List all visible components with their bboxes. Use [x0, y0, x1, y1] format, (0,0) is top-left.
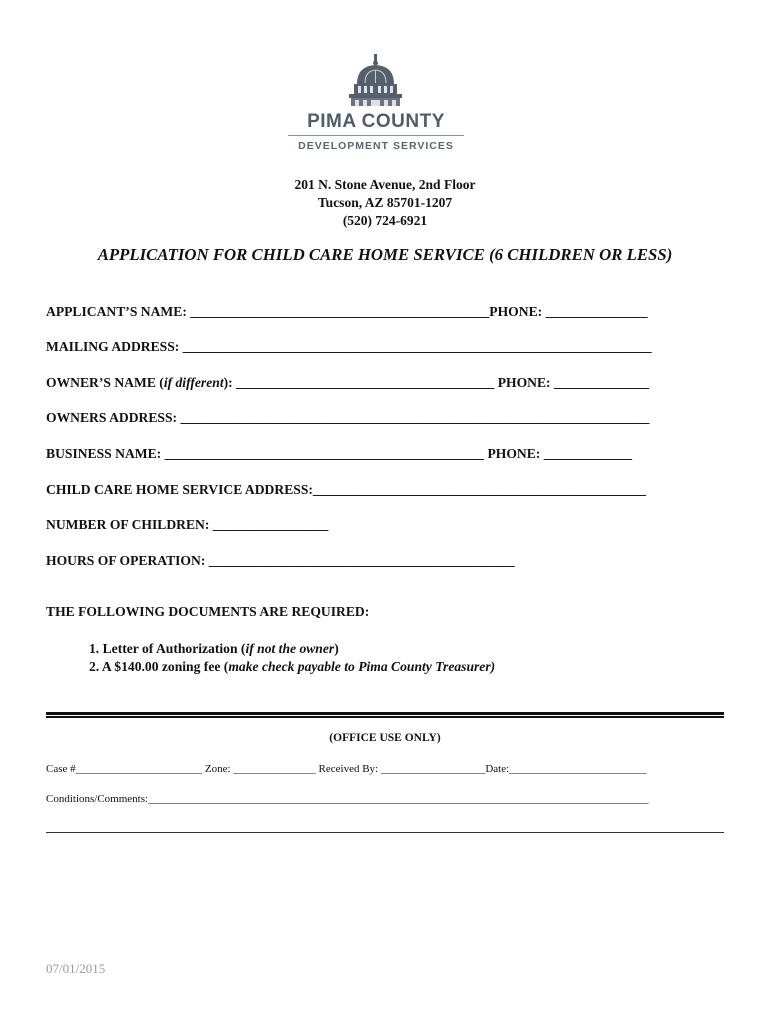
dome-building-icon	[285, 54, 467, 114]
business-name-field[interactable]: BUSINESS NAME: _______________________________________________ PHONE: _____________	[46, 446, 633, 461]
doc2-text-start: 2. A $140.00 zoning fee (	[89, 659, 229, 674]
owners-address-field[interactable]: OWNERS ADDRESS: _____________________________________________________________________	[46, 410, 650, 425]
document-item-1	[89, 640, 339, 658]
number-of-children-field[interactable]: NUMBER OF CHILDREN: _________________	[46, 517, 329, 532]
owner-name-label-italic: if different	[163, 375, 224, 390]
revision-date: 07/01/2015	[46, 961, 106, 976]
applicant-name-field[interactable]: APPLICANT’S NAME: ____________________________________________PHONE: _______________	[46, 304, 648, 319]
address-street: 201 N. Stone Avenue, 2nd Floor	[294, 177, 476, 192]
owner-name-field[interactable]	[46, 374, 649, 392]
document-item-2	[89, 658, 495, 676]
office-use-heading: (OFFICE USE ONLY)	[329, 732, 441, 744]
doc2-text-italic: make check payable to Pima County Treasurer)	[228, 659, 496, 674]
doc1-text-start: 1. Letter of Authorization (	[89, 641, 246, 656]
form-title: APPLICATION FOR CHILD CARE HOME SERVICE (6 CHILDREN OR LESS)	[97, 245, 673, 264]
address-city: Tucson, AZ 85701-1207	[317, 195, 453, 210]
org-division: DEVELOPMENT SERVICES	[298, 140, 454, 152]
office-conditions-line[interactable]: Conditions/Comments:___________________________________________________________________________________________	[46, 793, 649, 805]
comments-extra-line	[46, 832, 724, 833]
logo-divider	[288, 135, 464, 136]
documents-heading: THE FOLLOWING DOCUMENTS ARE REQUIRED:	[46, 604, 370, 619]
mailing-address-field[interactable]: MAILING ADDRESS: _____________________________________________________________________	[46, 339, 652, 354]
owner-name-label-start: OWNER’S NAME (	[46, 375, 164, 390]
address-phone: (520) 724-6921	[342, 213, 428, 228]
office-divider	[46, 712, 724, 718]
hours-of-operation-field[interactable]: HOURS OF OPERATION: _____________________________________________	[46, 553, 515, 568]
owner-name-label-end: ): ______________________________________ PHONE: ______________	[223, 375, 650, 390]
service-address-field[interactable]: CHILD CARE HOME SERVICE ADDRESS:_________________________________________________	[46, 482, 646, 497]
office-case-line[interactable]: Case #_______________________ Zone: _______________ Received By: ___________________Date:_________________________	[46, 763, 647, 775]
doc1-text-italic: if not the owner	[245, 641, 335, 656]
doc1-text-end: )	[334, 641, 339, 656]
org-name: PIMA COUNTY	[307, 111, 445, 132]
